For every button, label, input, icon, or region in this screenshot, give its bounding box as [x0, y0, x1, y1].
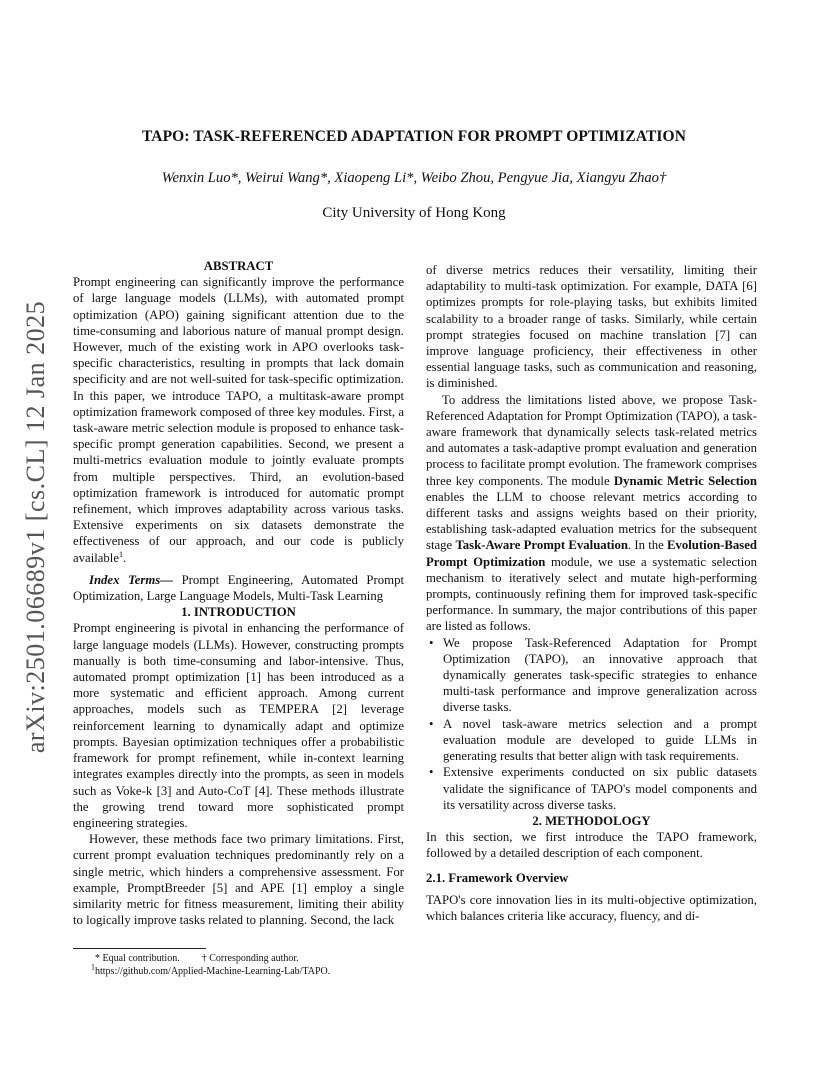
dynamic-metric-selection-term: Dynamic Metric Selection — [613, 473, 757, 488]
introduction-heading: 1. INTRODUCTION — [181, 605, 296, 620]
footnote-code-link — [73, 962, 404, 978]
index-terms — [73, 572, 404, 604]
framework-overview-heading: 2.1. Framework Overview — [426, 870, 569, 885]
intro-paragraph-1: Prompt engineering is pivotal in enhancing the performance of large language models (LLMs). However, constructing prompts manually is both time-consuming and labor-intensive. Thus, automated prompt optimization [1] has been introduced as a more systematic and efficient approach. Among current approaches, models such as TEMPERA [2] leverage reinforcement learning to dynamically adapt and optimize prompts. Bayesian optimization techniques offer a probabilistic framework for prompt refinement, while in-context learning integrates examples directly into the prompts, as seen in models such as Voke-k [3] and Auto-CoT [4]. These methods illustrate the growing trend toward more sophisticated prompt engineering strategies. — [73, 621, 404, 830]
abstract-text — [73, 274, 404, 566]
footnote-link-mark: 1 — [91, 962, 95, 972]
methodology-intro: In this section, we first introduce the TAPO framework, followed by a detailed description of each component. — [426, 830, 757, 861]
list-item: • A novel task-aware metrics selection and a prompt evaluation module are developed to guide LLMs in generating results that better align with task requirements. — [426, 716, 757, 765]
list-item: • Extensive experiments conducted on six public datasets validate the significance of TAPO's model components and its versatility across diverse tasks. — [426, 764, 757, 813]
list-item: • We propose Task-Referenced Adaptation for Prompt Optimization (TAPO), an innovative approach that dynamically generates task-specific strategies to enhance multi-task performance and improve generalization across diverse tasks. — [426, 635, 757, 716]
footnote-contribution-line — [73, 952, 404, 965]
evolution-optimization-term: Evolution-Based Prompt Optimization — [426, 538, 757, 569]
p3-text-e: module, we use a systematic selection mechanism to iteratively select and mutate high-performing prompts, continuously refining them for improved task-specific performance. In summary, the major contributions of this paper are listed as follows. — [426, 554, 757, 634]
arxiv-identifier: arXiv:2501.06689v1 [cs.CL] 12 Jan 2025 — [21, 300, 50, 754]
framework-overview-text: TAPO's core innovation lies in its multi-objective optimization, which balances criteria like accuracy, fluency, and di- — [426, 892, 757, 923]
index-terms-text: Prompt Engineering, Automated Prompt Optimization, Large Language Models, Multi-Task Learning — [73, 572, 404, 604]
intro-paragraph-2-continued: of diverse metrics reduces their versatility, limiting their adaptability to multi-task optimization. For example, DATA [6] optimizes prompts for role-playing tasks, but exhibits limited scalability to a broader range of tasks. Similarly, while certain prompt strategies focused on machine translation [7] can improve language proficiency, their effectiveness in other essential language tasks, such as communication and reasoning, is diminished. — [426, 263, 757, 391]
right-column — [426, 262, 757, 924]
paper-title: TAPO: TASK-REFERENCED ADAPTATION FOR PROMPT OPTIMIZATION — [142, 128, 686, 145]
equal-contribution-note: * Equal contribution. — [95, 953, 180, 964]
footnote-mark: 1 — [119, 549, 124, 559]
corresponding-author-note: † Corresponding author. — [201, 953, 299, 964]
author-affiliation: City University of Hong Kong — [322, 205, 506, 221]
abstract-end: . — [123, 550, 127, 565]
code-repository-link[interactable]: https://github.com/Applied-Machine-Learning-Lab/TAPO. — [95, 966, 331, 977]
left-column — [73, 258, 404, 928]
contributions-list — [426, 635, 757, 813]
footnote-divider — [73, 948, 206, 949]
p3-text-d: . In the — [627, 538, 668, 553]
p3-text-a: To address the limitations listed above, we propose Task-Referenced Adaptation for Prompt Optimization (TAPO), a task-aware framework that dynamically selects task-related metrics and automates a task-adaptive prompt evaluation and generation process to facilitate prompt evolution. The framework comprises three key components. The module — [426, 392, 757, 488]
paper-authors: Wenxin Luo*, Weirui Wang*, Xiaopeng Li*, Weibo Zhou, Pengyue Jia, Xiangyu Zhao† — [161, 170, 667, 186]
arxiv-sidebar-stamp — [14, 292, 58, 762]
abstract-body: Prompt engineering can significantly improve the performance of large language models (LLMs), with automated prompt optimization (APO) gaining significant attention due to the time-consuming and laborious nature of manual prompt design. However, much of the existing work in APO overlooks task-specific characteristics, resulting in prompts that lack domain specificity and are not well-suited for task-specific optimization. In this paper, we introduce TAPO, a multitask-aware prompt optimization framework composed of three key modules. First, a task-aware metric selection module is proposed to enhance task-specific prompt generation capabilities. Second, we present a multi-metrics evaluation module to jointly evaluate prompts from multiple perspectives. Third, an evolution-based optimization framework is introduced for automatic prompt refinement, which improves adaptability across various tasks. Extensive experiments on six datasets demonstrate the effectiveness of our approach, and our code is publicly available — [73, 275, 404, 565]
methodology-heading: 2. METHODOLOGY — [532, 813, 651, 828]
index-terms-label: Index Terms— — [89, 572, 173, 587]
intro-paragraph-3 — [426, 392, 757, 635]
intro-paragraph-2: However, these methods face two primary limitations. First, current prompt evaluation techniques predominantly rely on a single metric, which hinders a comprehensive assessment. For example, PromptBreeder [5] and APE [1] employ a single similarity metric for fitness measurement, limiting their ability to logically improve tasks related to planning. Second, the lack — [73, 832, 404, 928]
p3-text-c: enables the LLM to choose relevant metrics according to different tasks and assigns weights based on their priority, establishing task-adapted evaluation metrics for the subsequent stage — [426, 489, 757, 553]
task-aware-evaluation-term: Task-Aware Prompt Evaluation — [455, 538, 628, 553]
abstract-heading: ABSTRACT — [203, 259, 274, 273]
footnotes — [73, 952, 404, 978]
